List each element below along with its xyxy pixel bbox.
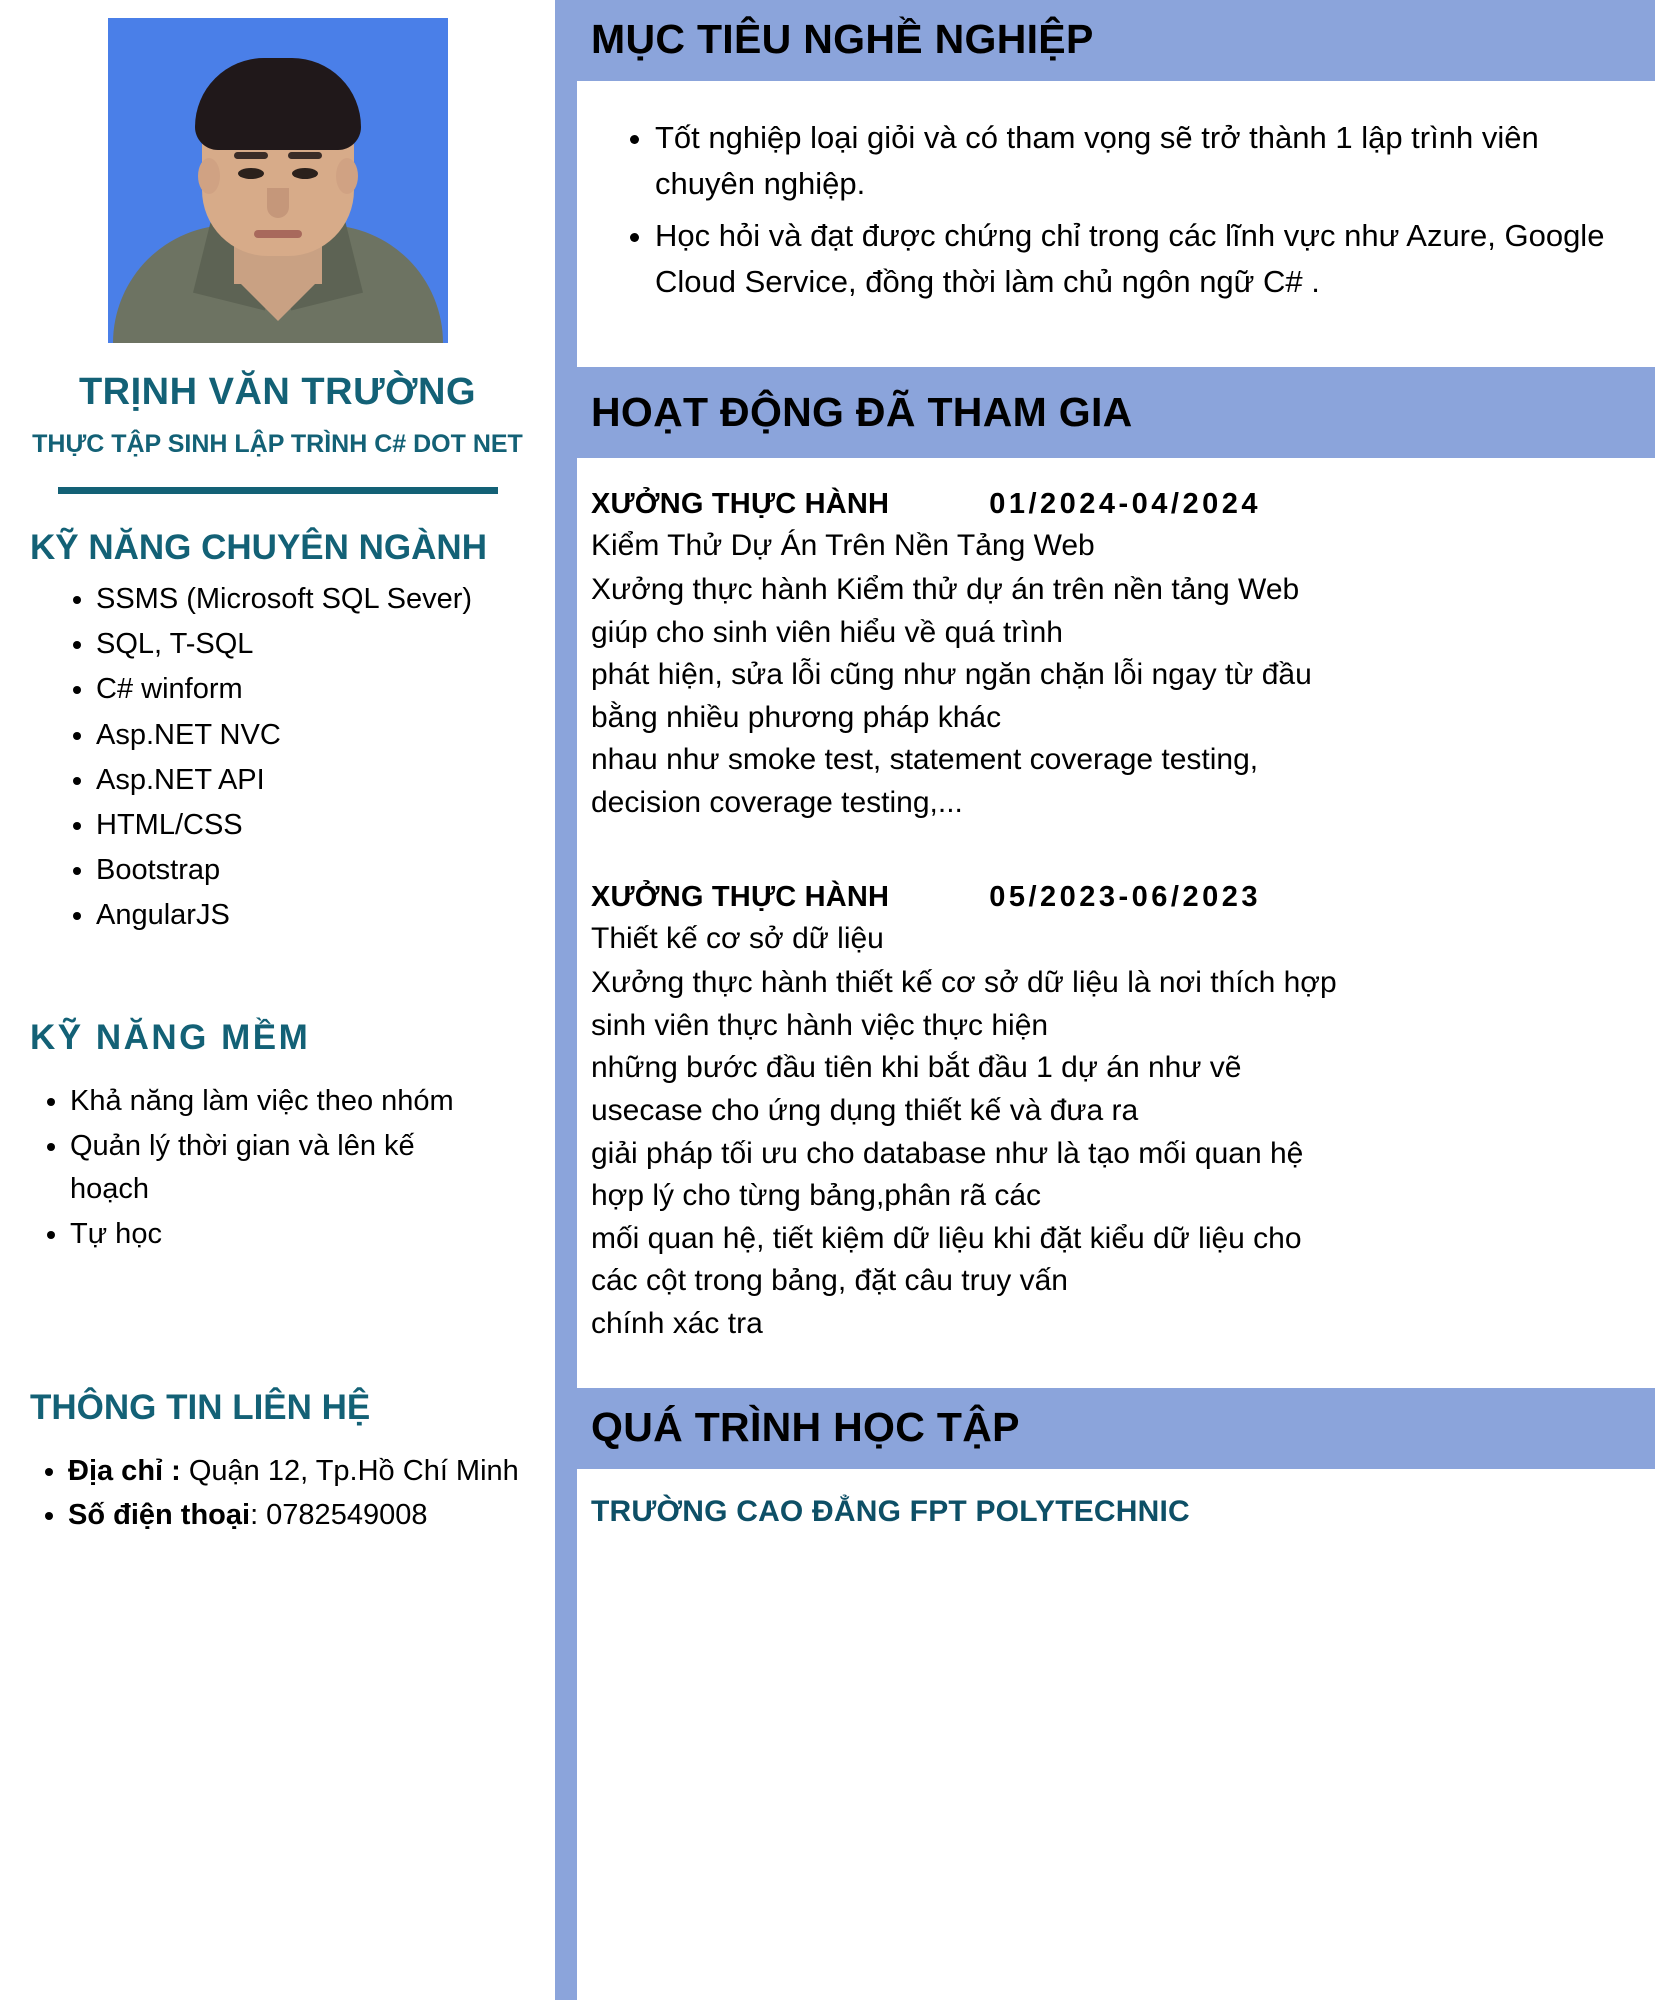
soft-skills-heading: KỸ NĂNG MỀM bbox=[30, 1017, 311, 1057]
candidate-role: THỰC TẬP SINH LẬP TRÌNH C# DOT NET bbox=[32, 430, 523, 458]
activities-section-heading: HOẠT ĐỘNG ĐÃ THAM GIA bbox=[577, 367, 1655, 458]
activity-entry bbox=[577, 488, 1655, 825]
list-item: • Asp.NET API bbox=[96, 759, 526, 802]
spacer bbox=[577, 825, 1655, 851]
activity-body-line: nhau như smoke test, statement coverage testing, bbox=[591, 743, 1259, 777]
activity-body-line: các cột trong bảng, đặt câu truy vấn bbox=[591, 1264, 1068, 1298]
contact-heading: THÔNG TIN LIÊN HỆ bbox=[30, 1388, 371, 1428]
activity-body-line: Xưởng thực hành thiết kế cơ sở dữ liệu là nơi thích hợp bbox=[591, 966, 1337, 1000]
vertical-accent-bar bbox=[555, 0, 577, 2000]
education-section-heading: QUÁ TRÌNH HỌC TẬP bbox=[577, 1388, 1655, 1469]
photo-nose bbox=[267, 188, 289, 218]
activity-date: 01/2024-04/2024 bbox=[989, 487, 1261, 520]
activity-date: 05/2023-06/2023 bbox=[989, 880, 1261, 913]
list-item: • SSMS (Microsoft SQL Sever) bbox=[96, 578, 526, 621]
photo-mouth bbox=[254, 230, 302, 238]
activity-body-line: sinh viên thực hành việc thực hiện bbox=[591, 1008, 1049, 1042]
photo-hair bbox=[195, 58, 361, 150]
spacer bbox=[577, 1346, 1655, 1388]
contact-label-address: Địa chỉ : bbox=[68, 1455, 181, 1488]
list-item: • C# winform bbox=[96, 668, 526, 711]
activity-body-line: mối quan hệ, tiết kiệm dữ liệu khi đặt kiểu dữ liệu cho bbox=[591, 1221, 1302, 1255]
soft-skills-list bbox=[70, 1080, 500, 1257]
activity-header bbox=[591, 881, 1655, 914]
contact-list bbox=[68, 1450, 538, 1537]
activity-body-line: hợp lý cho từng bảng,phân rã các bbox=[591, 1179, 1042, 1213]
contact-label-phone: Số điện thoại bbox=[68, 1498, 251, 1531]
photo-ear-left bbox=[198, 158, 220, 194]
objective-list bbox=[655, 115, 1615, 305]
education-school: TRƯỜNG CAO ĐẲNG FPT POLYTECHNIC bbox=[591, 1494, 1190, 1528]
spacer bbox=[0, 940, 555, 984]
photo-eye-left bbox=[238, 168, 264, 179]
activity-body-line: những bước đầu tiên khi bắt đầu 1 dự án như vẽ bbox=[591, 1051, 1242, 1085]
list-item: • AngularJS bbox=[96, 894, 526, 937]
photo-brow-right bbox=[288, 152, 322, 159]
list-item: • Quản lý thời gian và lên kế hoạch bbox=[70, 1125, 500, 1211]
spacer bbox=[0, 1258, 555, 1354]
photo-eye-right bbox=[292, 168, 318, 179]
objective-section-heading: MỤC TIÊU NGHỀ NGHIỆP bbox=[577, 0, 1655, 81]
list-item: • Asp.NET NVC bbox=[96, 714, 526, 757]
activity-body-line: giải pháp tối ưu cho database như là tạo mối quan hệ bbox=[591, 1136, 1304, 1170]
photo-container bbox=[0, 0, 555, 343]
activity-body-line: bằng nhiều phương pháp khác bbox=[591, 700, 1002, 734]
left-column bbox=[0, 0, 555, 2000]
tech-skills-list bbox=[96, 578, 526, 938]
right-content bbox=[577, 0, 1655, 1529]
activity-title: XƯỞNG THỰC HÀNH bbox=[591, 487, 890, 520]
activity-subtitle: Thiết kế cơ sở dữ liệu bbox=[591, 921, 884, 955]
spacer bbox=[577, 311, 1655, 367]
activity-entry bbox=[577, 881, 1655, 1346]
photo-brow-left bbox=[234, 152, 268, 159]
activity-title: XƯỞNG THỰC HÀNH bbox=[591, 880, 890, 913]
list-item: • Tự học bbox=[70, 1213, 500, 1256]
activity-header bbox=[591, 488, 1655, 521]
contact-value-address: Quận 12, Tp.Hồ Chí Minh bbox=[180, 1455, 519, 1488]
list-item: • Bootstrap bbox=[96, 849, 526, 892]
activity-body bbox=[591, 569, 1655, 825]
tech-skills-heading: KỸ NĂNG CHUYÊN NGÀNH bbox=[30, 528, 487, 567]
contact-value-phone: : 0782549008 bbox=[250, 1498, 428, 1531]
activity-body-line: giúp cho sinh viên hiểu về quá trình bbox=[591, 615, 1063, 649]
activity-body-line: phát hiện, sửa lỗi cũng như ngăn chặn lỗi ngay từ đầu bbox=[591, 658, 1312, 692]
list-item: • Học hỏi và đạt được chứng chỉ trong các lĩnh vực như Azure, Google Cloud Service, đồng thời làm chủ ngôn ngữ C# . bbox=[655, 213, 1615, 305]
list-item: • SQL, T-SQL bbox=[96, 623, 526, 666]
activity-body-line: usecase cho ứng dụng thiết kế và đưa ra bbox=[591, 1094, 1139, 1128]
activity-body-line: decision coverage testing,... bbox=[591, 786, 963, 820]
right-column bbox=[555, 0, 1655, 2000]
activity-body bbox=[591, 962, 1655, 1345]
header-divider bbox=[58, 487, 498, 494]
list-item bbox=[68, 1450, 538, 1494]
list-item: • Khả năng làm việc theo nhóm bbox=[70, 1080, 500, 1123]
list-item: • Tốt nghiệp loại giỏi và có tham vọng sẽ trở thành 1 lập trình viên chuyên nghiệp. bbox=[655, 115, 1615, 207]
candidate-name: TRỊNH VĂN TRƯỜNG bbox=[78, 371, 477, 413]
photo-ear-right bbox=[336, 158, 358, 194]
profile-photo bbox=[108, 18, 448, 343]
activity-body-line: Xưởng thực hành Kiểm thử dự án trên nền tảng Web bbox=[591, 573, 1300, 607]
list-item: • HTML/CSS bbox=[96, 804, 526, 847]
activity-body-line: chính xác tra bbox=[591, 1307, 763, 1340]
activity-subtitle: Kiểm Thử Dự Án Trên Nền Tảng Web bbox=[591, 528, 1095, 562]
list-item bbox=[68, 1494, 538, 1538]
